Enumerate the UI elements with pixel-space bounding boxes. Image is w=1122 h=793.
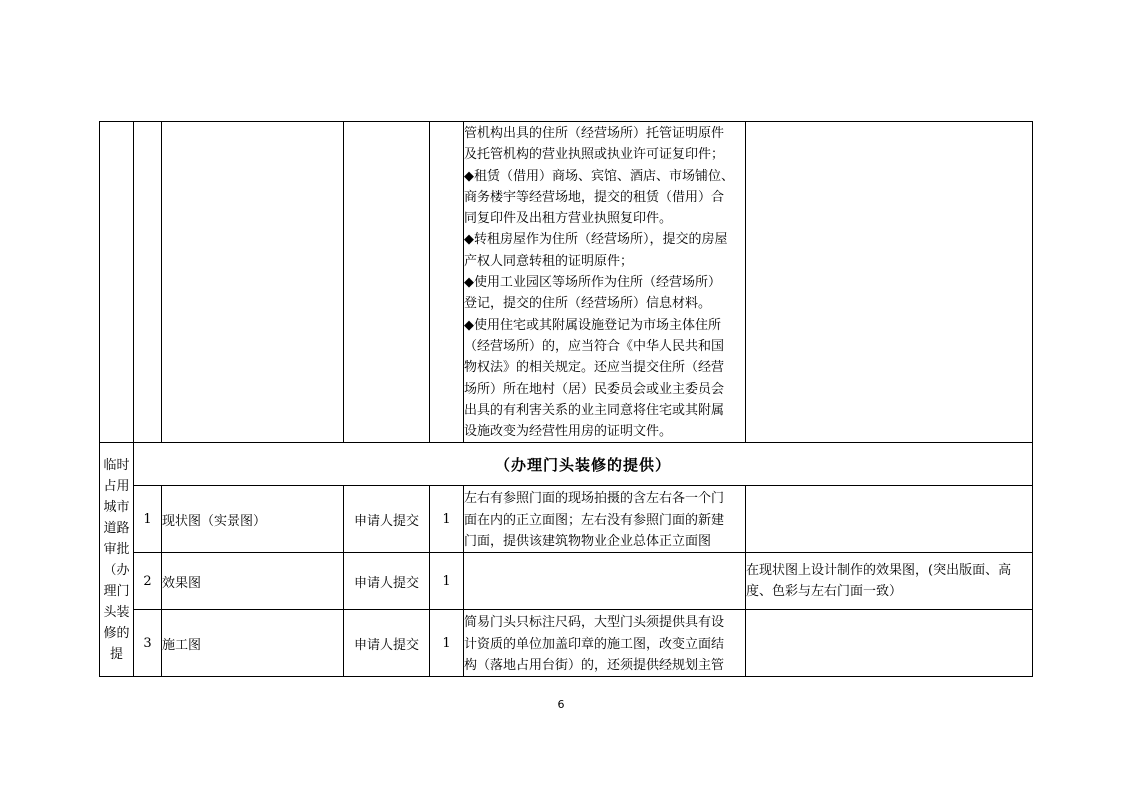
item-description [464, 553, 746, 610]
desc-line: ◆使用工业园区等场所作为住所（经营场所） [464, 275, 721, 291]
continuation-description [464, 122, 746, 443]
desc-line: 简易门头只标注尺码，大型门头须提供具有设 [464, 615, 725, 631]
desc-line: 产权人同意转租的证明原件； [464, 253, 634, 269]
item-source: 申请人提交 [344, 553, 430, 610]
item-copies: 1 [430, 486, 464, 553]
category-text: 临时占用城市道路审批（办理门头装修的提 [103, 457, 130, 662]
name-cell-empty [162, 122, 344, 443]
desc-line: 出具的有利害关系的业主同意将住宅或其附属 [464, 402, 725, 418]
table-row [100, 610, 1033, 677]
desc-line: 同复印件及出租方营业执照复印件。 [464, 211, 673, 227]
category-cell-empty [100, 122, 134, 443]
desc-line: （经营场所）的，应当符合《中华人民共和国 [464, 338, 725, 354]
desc-line: 计资质的单位加盖印章的施工图，改变立面结 [464, 636, 725, 652]
source-cell-empty [344, 122, 430, 443]
no-cell-empty [134, 122, 162, 443]
desc-line: 登记，提交的住所（经营场所）信息材料。 [464, 296, 712, 312]
continuation-row [100, 122, 1033, 443]
item-note [746, 610, 1033, 677]
item-name: 施工图 [162, 610, 344, 677]
copies-cell-empty [430, 122, 464, 443]
note-line: 度、色彩与左右门面一致） [746, 584, 903, 600]
item-note [746, 553, 1033, 610]
section-title: （办理门头装修的提供） [134, 443, 1033, 486]
table-row [100, 486, 1033, 553]
item-no: 2 [134, 553, 162, 610]
materials-table [99, 121, 1033, 677]
desc-line: ◆转租房屋作为住所（经营场所），提交的房屋 [464, 232, 728, 248]
desc-line: 构（落地占用台街）的，还须提供经规划主管 [464, 657, 725, 673]
item-description [464, 486, 746, 553]
desc-line: 左右有参照门面的现场拍摄的含左右各一个门 [464, 491, 725, 507]
item-copies: 1 [430, 553, 464, 610]
table-row [100, 553, 1033, 610]
note-cell-empty [746, 122, 1033, 443]
section-header-row [100, 443, 1033, 486]
item-no: 1 [134, 486, 162, 553]
desc-line: 设施改变为经营性用房的证明文件。 [464, 424, 673, 440]
note-line: 在现状图上设计制作的效果图，(突出版面、高 [746, 563, 1012, 579]
page-number: 6 [557, 698, 565, 711]
desc-line: ◆使用住宅或其附属设施登记为市场主体住所 [464, 317, 721, 333]
desc-line: 物权法》的相关规定。还应当提交住所（经营 [464, 360, 725, 376]
item-note [746, 486, 1033, 553]
item-description [464, 610, 746, 677]
item-name: 现状图（实景图） [162, 486, 344, 553]
desc-line: 商务楼宇等经营场地，提交的租赁（借用）合 [464, 189, 725, 205]
desc-line: 及托管机构的营业执照或执业许可证复印件； [464, 147, 725, 163]
desc-line: 面在内的正立面图；左右没有参照门面的新建 [464, 512, 725, 528]
item-no: 3 [134, 610, 162, 677]
item-name: 效果图 [162, 553, 344, 610]
item-source: 申请人提交 [344, 486, 430, 553]
category-cell [100, 443, 134, 677]
desc-line: 场所）所在地村（居）民委员会或业主委员会 [464, 381, 725, 397]
item-source: 申请人提交 [344, 610, 430, 677]
desc-line: ◆租赁（借用）商场、宾馆、酒店、市场铺位、 [464, 168, 734, 184]
item-copies: 1 [430, 610, 464, 677]
desc-line: 管机构出具的住所（经营场所）托管证明原件 [464, 126, 725, 141]
desc-line: 门面，提供该建筑物物业企业总体正立面图 [464, 534, 712, 550]
